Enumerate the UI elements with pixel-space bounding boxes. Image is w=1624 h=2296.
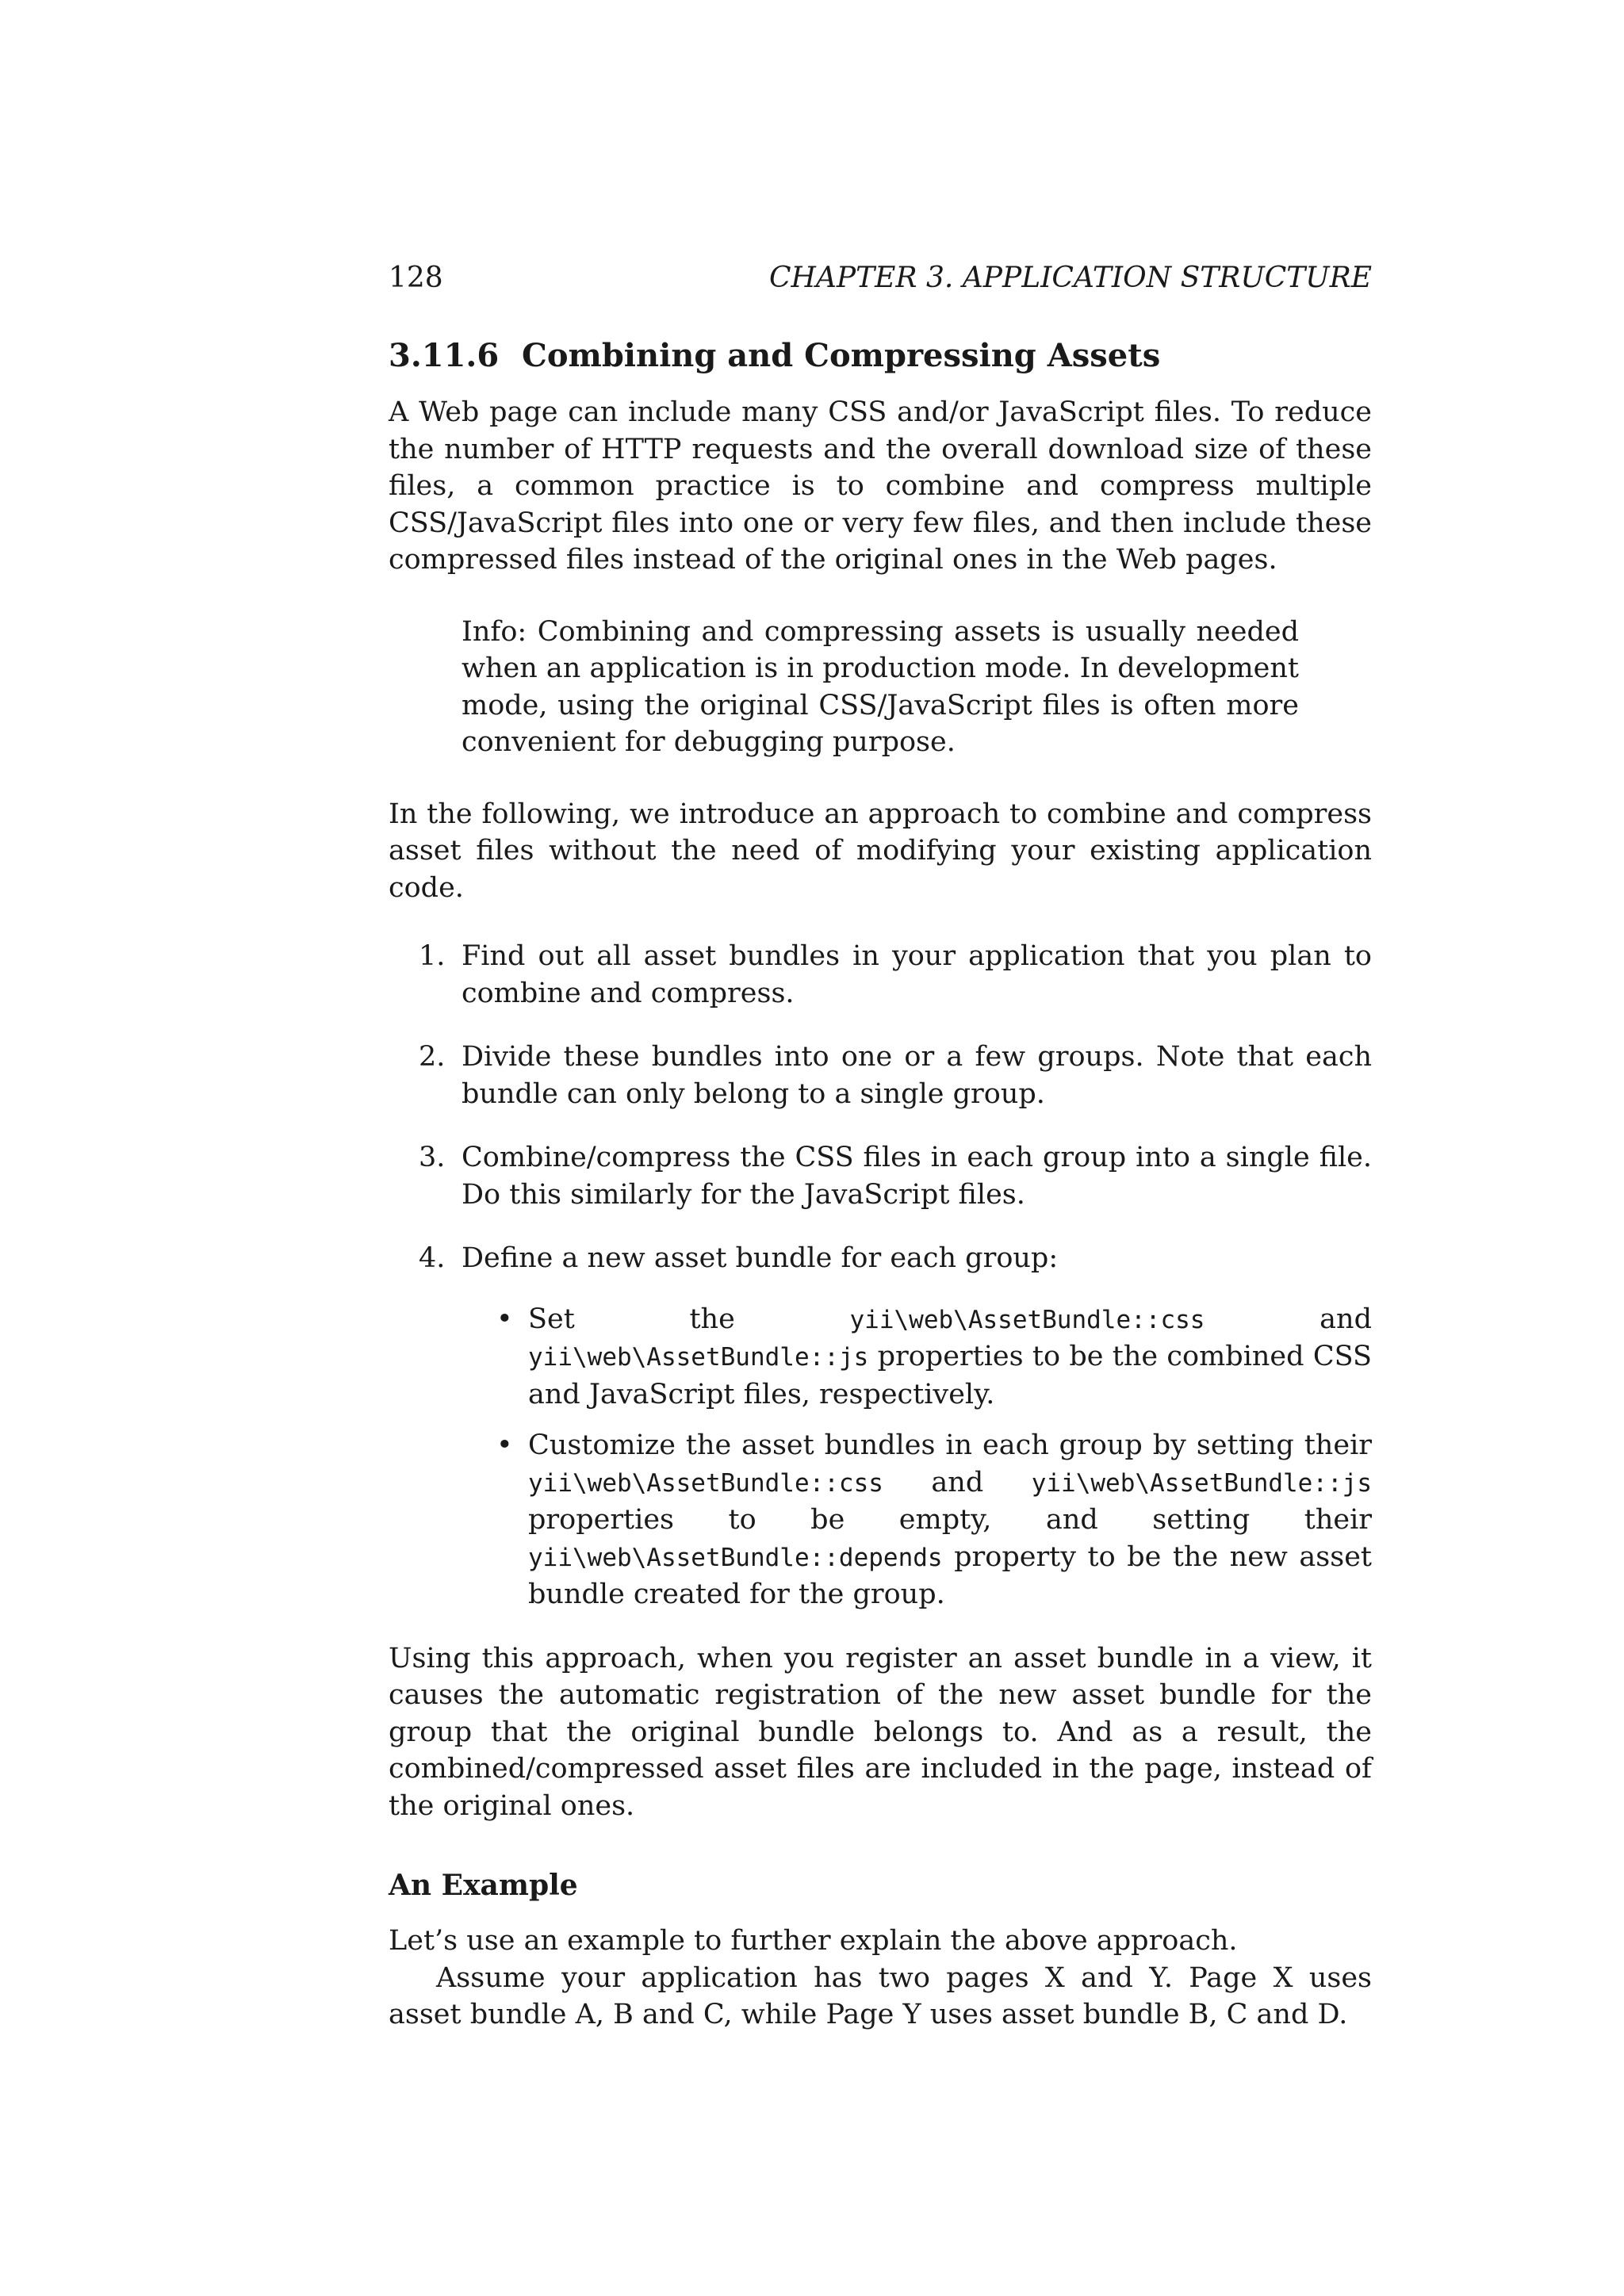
list-marker: 2.	[419, 1041, 446, 1073]
bullet-icon: •	[496, 1303, 513, 1335]
list-marker: 4.	[419, 1242, 446, 1274]
list-item-text: Combine/compress the CSS files in each group into a single file. Do this similarly for the JavaScript files.	[462, 1142, 1372, 1211]
list-item	[389, 1039, 1372, 1112]
list-item-text: Divide these bundles into one or a few groups. Note that each bundle can only belong to a single group.	[462, 1041, 1372, 1110]
example-heading: An Example	[389, 1869, 578, 1902]
section-number: 3.11.6	[389, 337, 500, 374]
sub-list-item	[462, 1301, 1372, 1414]
code-asset-depends: yii\web\AssetBundle::depends	[528, 1543, 943, 1572]
sub-list-item	[462, 1427, 1372, 1613]
list-item	[389, 938, 1372, 1012]
following-paragraph: In the following, we introduce an approach to combine and compress asset files without the need of modifying your existing application code.	[389, 798, 1372, 904]
section-heading	[389, 334, 1372, 378]
chapter-title: CHAPTER 3. APPLICATION STRUCTURE	[768, 262, 1372, 294]
example-paragraph-2: Assume your application has two pages X and Y. Page X uses asset bundle A, B and C, while Page Y uses asset bundle B, C and D.	[389, 1961, 1372, 2030]
section-title: Combining and Compressing Assets	[522, 337, 1161, 374]
sub-list-item-text: Set the yii\web\AssetBundle::css and yii\web\AssetBundle::js properties to be the combined CSS and JavaScript files, respectively.	[528, 1303, 1372, 1410]
code-asset-js: yii\web\AssetBundle::js	[528, 1343, 869, 1372]
sub-list-item-text: Customize the asset bundles in each group by setting their yii\web\AssetBundle::css and yii\web\AssetBundle::js properties to be empty, and setting their yii\web\AssetBundle::depends property to be the new asset bundle created for the group.	[528, 1429, 1372, 1610]
example-paragraph-1: Let’s use an example to further explain the above approach.	[389, 1925, 1238, 1957]
list-item-text: Find out all asset bundles in your application that you plan to combine and compress.	[462, 940, 1372, 1009]
document-page	[389, 258, 1372, 2034]
list-item	[389, 1240, 1372, 1613]
list-marker: 3.	[419, 1142, 446, 1173]
running-header	[389, 258, 1372, 299]
bullet-icon: •	[496, 1429, 513, 1461]
list-marker: 1.	[419, 940, 446, 972]
page-number: 128	[389, 262, 443, 294]
list-item	[389, 1139, 1372, 1213]
list-item-text: Define a new asset bundle for each group:	[462, 1242, 1059, 1274]
info-box	[462, 614, 1299, 761]
info-paragraph: Info: Combining and compressing assets is usually needed when an application is in production mode. In development mode, using the original CSS/JavaScript files is often more convenient for debugging purpose.	[462, 615, 1299, 758]
code-asset-css: yii\web\AssetBundle::css	[849, 1305, 1205, 1334]
substeps-list	[462, 1301, 1372, 1613]
code-asset-js: yii\web\AssetBundle::js	[1031, 1468, 1372, 1498]
using-paragraph: Using this approach, when you register an asset bundle in a view, it causes the automatic registration of the new asset bundle for the group that the original bundle belongs to. And as a result, the combined/compressed asset files are included in the page, instead of the original ones.	[389, 1642, 1372, 1822]
intro-paragraph: A Web page can include many CSS and/or JavaScript files. To reduce the number of HTTP requests and the overall download size of these files, a common practice is to combine and compress multiple CSS/JavaScript files into one or very few files, and then include these compressed files instead of the original ones in the Web pages.	[389, 396, 1372, 576]
steps-list	[389, 938, 1372, 1613]
code-asset-css: yii\web\AssetBundle::css	[528, 1468, 883, 1498]
